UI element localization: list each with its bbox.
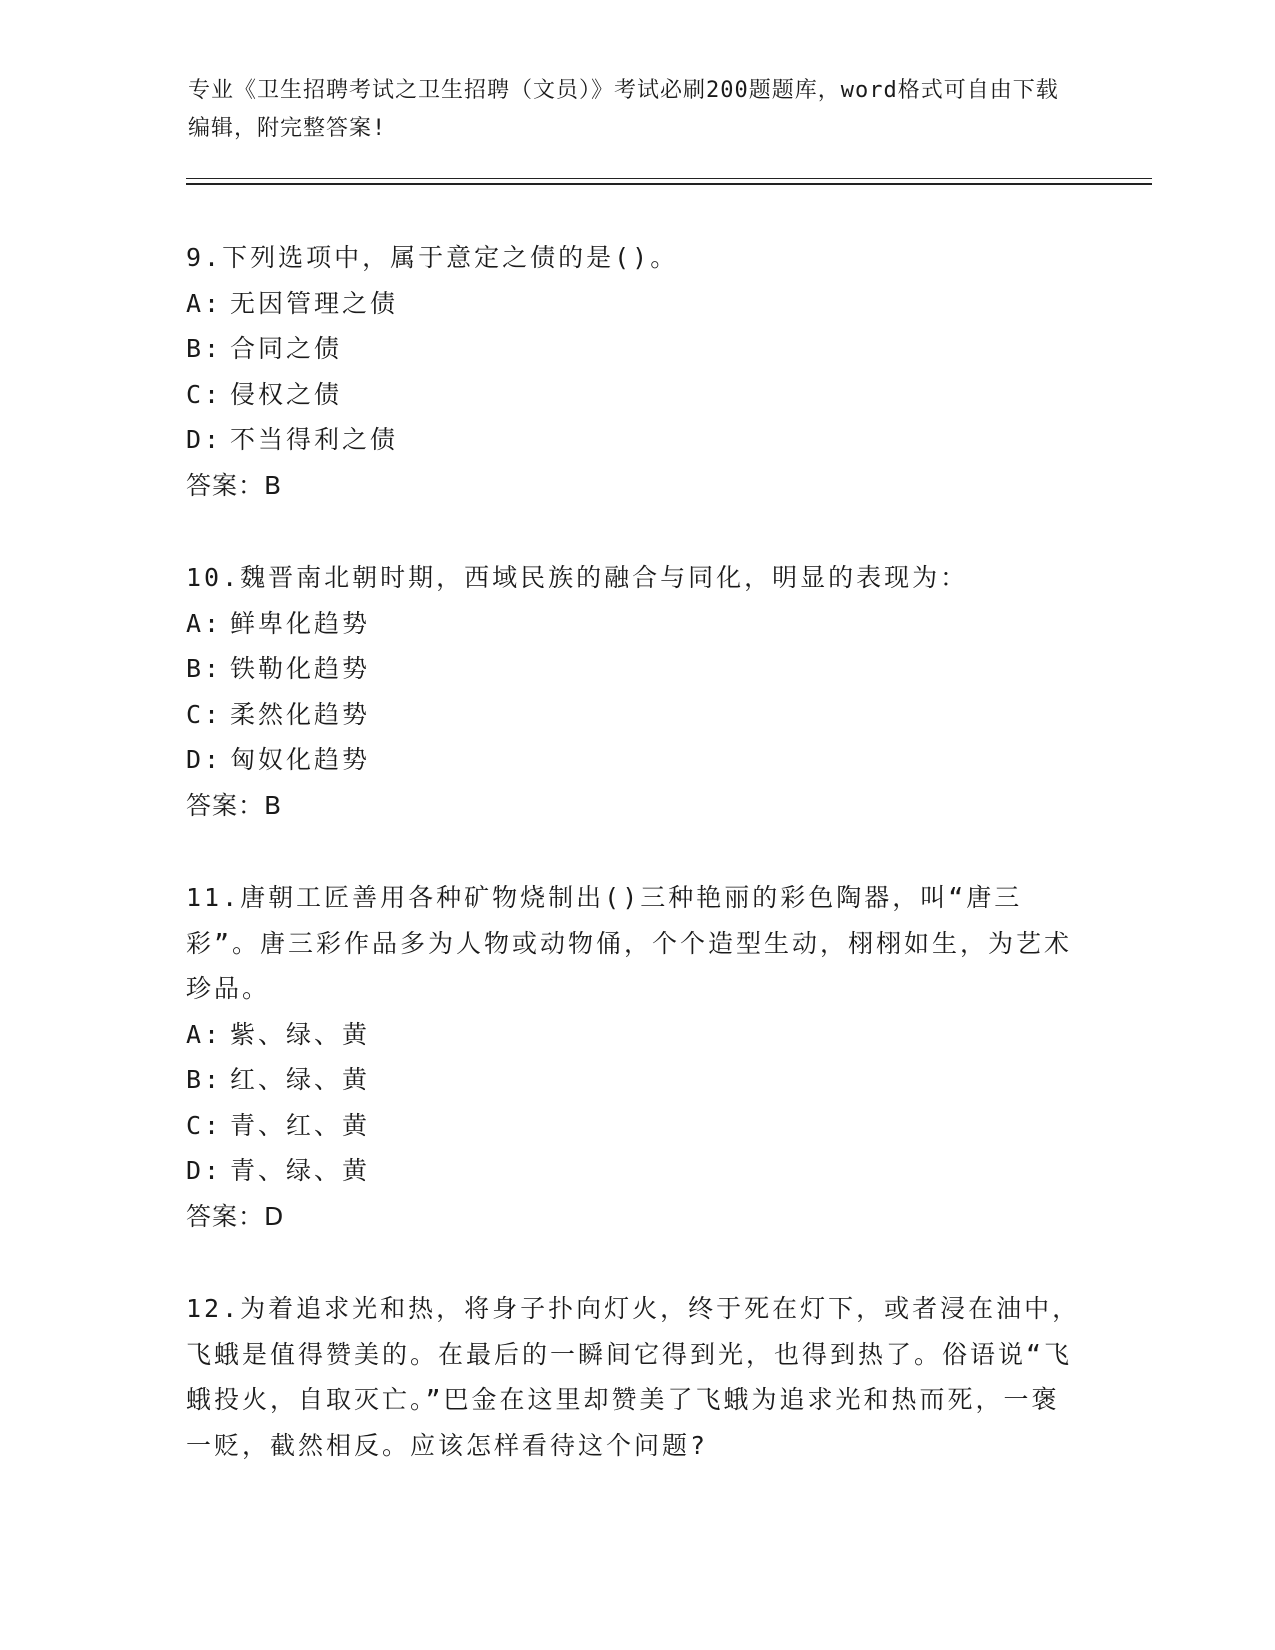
option-letter: B: xyxy=(186,1065,223,1094)
answer-line: 答案：B xyxy=(186,790,283,820)
option-letter: C: xyxy=(186,379,223,409)
option-letter: A: xyxy=(186,288,223,318)
question-text: 10.魏晋南北朝时期，西域民族的融合与同化，明显的表现为： xyxy=(186,563,969,592)
option-a xyxy=(186,281,1086,327)
option-text: 青、绿、黄 xyxy=(230,1156,371,1185)
option-letter: D: xyxy=(186,425,223,454)
option-b xyxy=(186,646,1086,692)
option-text: 不当得利之债 xyxy=(230,425,399,454)
question-11 xyxy=(186,875,1086,1239)
option-text: 紫、绿、黄 xyxy=(230,1019,371,1049)
option-text: 合同之债 xyxy=(230,334,343,363)
option-text: 无因管理之债 xyxy=(230,288,399,318)
question-list xyxy=(186,235,1086,1515)
option-b xyxy=(186,326,1086,372)
option-d xyxy=(186,417,1086,463)
header-divider-thick xyxy=(186,183,1152,185)
option-text: 匈奴化趋势 xyxy=(230,745,371,774)
question-10 xyxy=(186,555,1086,828)
question-text: 9.下列选项中，属于意定之债的是()。 xyxy=(186,243,679,272)
question-text: 11.唐朝工匠善用各种矿物烧制出()三种艳丽的彩色陶器，叫“唐三彩”。唐三彩作品多为人物或动物俑，个个造型生动，栩栩如生，为艺术珍品。 xyxy=(186,883,1073,1003)
option-a xyxy=(186,601,1086,647)
option-letter: B: xyxy=(186,654,223,683)
option-text: 铁勒化趋势 xyxy=(230,654,371,683)
option-letter: A: xyxy=(186,608,223,638)
answer-line: 答案：B xyxy=(186,470,283,500)
option-letter: D: xyxy=(186,745,223,774)
option-text: 鲜卑化趋势 xyxy=(230,608,371,638)
option-text: 柔然化趋势 xyxy=(230,699,371,729)
header-divider-thin xyxy=(186,178,1152,179)
question-9 xyxy=(186,235,1086,508)
option-letter: C: xyxy=(186,699,223,729)
option-text: 青、红、黄 xyxy=(230,1110,371,1140)
question-text: 12.为着追求光和热，将身子扑向灯火，终于死在灯下，或者浸在油中，飞蛾是值得赞美的。在最后的一瞬间它得到光，也得到热了。俗语说“飞蛾投火，自取灭亡。”巴金在这里却赞美了飞蛾为追求光和热而死，一褒一贬，截然相反。应该怎样看待这个问题? xyxy=(186,1294,1081,1460)
question-12 xyxy=(186,1286,1086,1468)
document-header: 专业《卫生招聘考试之卫生招聘（文员）》考试必刷200题题库，word格式可自由下载编辑，附完整答案! xyxy=(188,78,1059,141)
option-text: 红、绿、黄 xyxy=(230,1065,371,1094)
answer-line: 答案：D xyxy=(186,1201,285,1231)
option-c xyxy=(186,692,1086,738)
option-letter: C: xyxy=(186,1110,223,1140)
option-b xyxy=(186,1057,1086,1103)
option-c xyxy=(186,372,1086,418)
option-letter: D: xyxy=(186,1156,223,1185)
option-d xyxy=(186,737,1086,783)
option-letter: B: xyxy=(186,334,223,363)
option-a xyxy=(186,1012,1086,1058)
option-text: 侵权之债 xyxy=(230,379,343,409)
option-d xyxy=(186,1148,1086,1194)
option-letter: A: xyxy=(186,1019,223,1049)
option-c xyxy=(186,1103,1086,1149)
